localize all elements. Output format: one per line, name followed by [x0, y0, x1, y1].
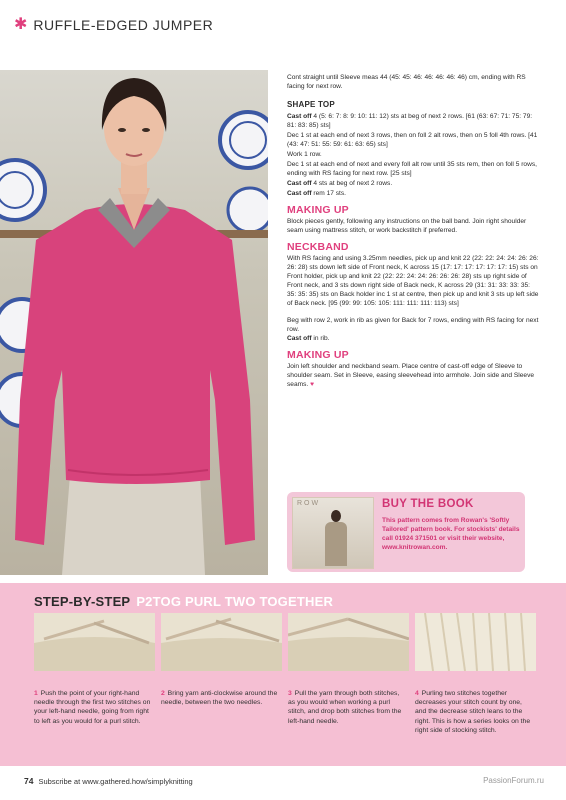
making-up-text-2: Join left shoulder and neckband seam. Place centre of cast-off edge of Sleeve to shoulder seam. Set in Sleeve, easing sleevehead into armhole. Join side and Sleeve seams. ♥	[287, 363, 535, 388]
neckband-heading: NECKBAND	[287, 241, 349, 253]
making-up-text: Block pieces gently, following any instructions on the ball band. Join right shoulder seam using mattress stitch, or work backstitch if preferred.	[287, 218, 527, 234]
book-cover-brand: ROW	[297, 500, 321, 507]
step-4-text: 4 Purling two stitches together decreases your stitch count by one, and the decrease stitch leans to the right. This is how a series looks on the right side of stocking stitch.	[415, 690, 531, 734]
shape-top-line: Cast off 4 (5: 6: 7: 8: 9: 10: 11: 12) sts at beg of next 2 rows. [61 (63: 67: 71: 75: 79: 81: 83: 85) sts]	[287, 113, 533, 129]
subscribe-text: Subscribe at www.gathered.how/simplyknitting	[38, 777, 193, 786]
page-footer	[24, 776, 193, 786]
step-2-text: 2 Bring yarn anti-clockwise around the needle, between the two needles.	[161, 690, 278, 707]
shape-top-line: Work 1 row.	[287, 151, 322, 158]
pattern-column	[287, 73, 539, 393]
neckband-text-2: Beg with row 2, work in rib as given for Back for 7 rows, ending with RS facing for next row. Cast off in rib.	[287, 317, 539, 342]
buy-the-book-box	[287, 492, 525, 572]
shape-top-line: Dec 1 st at each end of next and every foll alt row until 35 sts rem, then on foll 5 rows, ending with RS facing for next row. [25 sts]	[287, 161, 537, 177]
step-1-text: 1 Push the point of your right-hand needle through the first two stitches on your left-hand needle, going from right to left as you would for a purl stitch.	[34, 690, 151, 725]
asterisk-icon: ✱	[14, 16, 28, 33]
step-4-image	[415, 613, 536, 671]
page-number: 74	[24, 776, 34, 786]
step-3-text: 3 Pull the yarn through both stitches, as you would when working a purl stitch, and drop both stitches from the left-hand needle.	[288, 690, 402, 725]
step-2-image	[161, 613, 282, 671]
shape-top-line: Dec 1 st at each end of next 3 rows, then on foll 2 alt rows, then on 5 foll 4th rows. [41 (43: 47: 51: 55: 59: 61: 63: 65) sts]	[287, 132, 538, 148]
shape-top-line: Cast off rem 17 sts.	[287, 190, 346, 197]
step-by-step-section	[0, 583, 566, 766]
model-photo	[0, 70, 268, 575]
heart-icon: ♥	[310, 381, 315, 388]
page-header	[14, 14, 213, 36]
step-3-image	[288, 613, 409, 671]
buy-the-book-heading: BUY THE BOOK	[382, 498, 474, 510]
pattern-intro: Cont straight until Sleeve meas 44 (45: 45: 46: 46: 46: 46: 46) cm, ending with RS facing for next row.	[287, 74, 526, 90]
buy-the-book-text: This pattern comes from Rowan's 'Softly Tailored' pattern book. For stockists' details call 01924 371501 or visit their website, www.knitrowan.com.	[382, 517, 520, 551]
step-1-image	[34, 613, 155, 671]
page-title: RUFFLE-EDGED JUMPER	[33, 17, 214, 33]
step-by-step-heading: STEP-BY-STEP P2TOG PURL TWO TOGETHER	[34, 594, 334, 609]
neckband-text: With RS facing and using 3.25mm needles, pick up and knit 22 (22: 22: 24: 24: 26: 26: 26: 28) sts down left side of Front neck, K across 15 (17: 17: 17: 17: 17: 17: 15) sts on Front holder, pick up and knit 22 (22: 22: 24: 24: 26: 26: 26: 28) sts up right side of Front neck, and 3 sts down right side of Back neck, K across 29 (31: 31: 33: 33: 35: 35: 35: 35) sts on Back holder inc 1 st at centre, then pick up and knit 3 sts up left side of Back neck. [95 (99: 99: 105: 105: 111: 111: 111: 113) sts]	[287, 255, 539, 307]
making-up-heading: MAKING UP	[287, 204, 349, 216]
shape-top-heading: SHAPE TOP	[287, 100, 335, 109]
making-up-heading-2: MAKING UP	[287, 349, 349, 361]
book-cover-image	[292, 497, 374, 569]
watermark: PassionForum.ru	[483, 776, 544, 785]
shape-top-line: Cast off 4 sts at beg of next 2 rows.	[287, 180, 393, 187]
